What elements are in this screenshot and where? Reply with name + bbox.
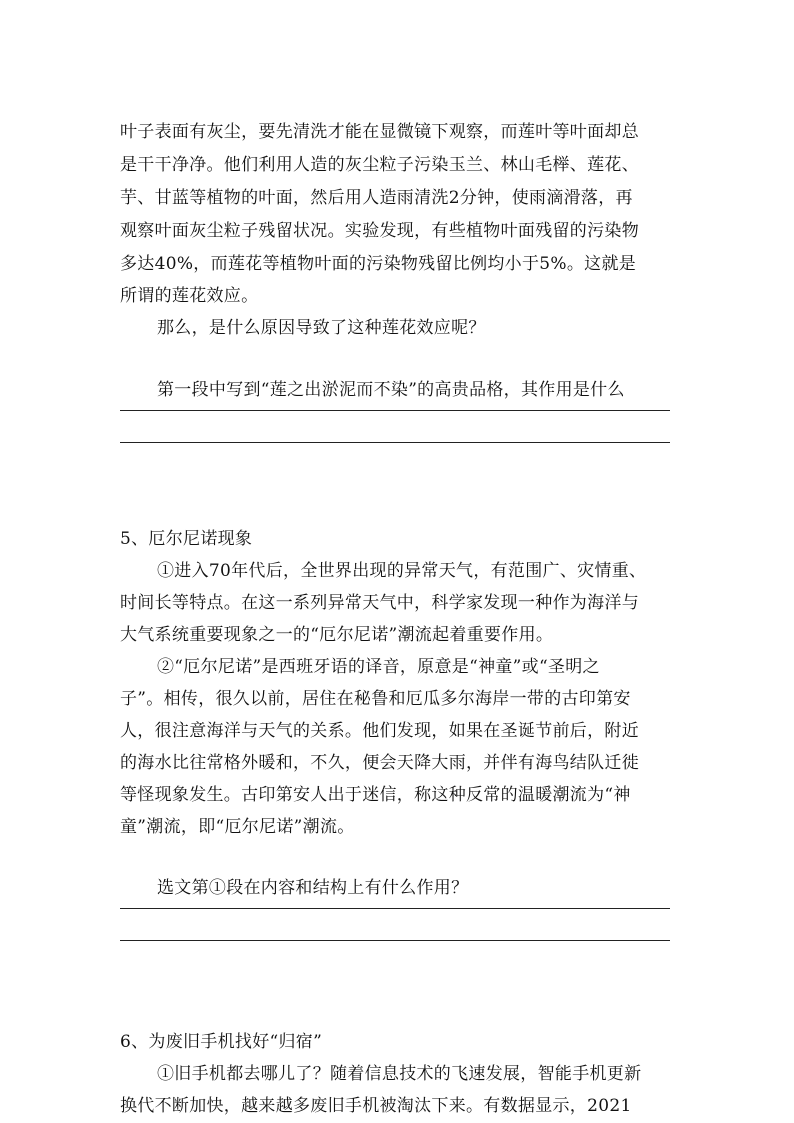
- paragraph-line: ①旧手机都去哪儿了？随着信息技术的飞速发展，智能手机更新: [157, 1064, 642, 1084]
- paragraph-line: 所谓的莲花效应。: [120, 286, 259, 306]
- paragraph-line: 换代不断加快，越来越多废旧手机被淘汰下来。有数据显示，2021: [120, 1096, 632, 1116]
- question-text: 第一段中写到“莲之出淤泥而不染”的高贵品格，其作用是什么: [157, 380, 625, 400]
- paragraph-line: ②“厄尔尼诺”是西班牙语的译音，原意是“神童”或“圣明之: [157, 657, 600, 677]
- paragraph-line: ①进入70年代后，全世界出现的异常天气，有范围广、灾情重、: [157, 561, 647, 581]
- paragraph-line: 大气系统重要现象之一的“厄尔尼诺”潮流起着重要作用。: [120, 625, 554, 645]
- paragraph-line: 那么，是什么原因导致了这种莲花效应呢？: [157, 318, 486, 338]
- paragraph-line: 是干干净净。他们利用人造的灰尘粒子污染玉兰、林山毛榉、莲花、: [120, 155, 639, 175]
- question-text: 选文第①段在内容和结构上有什么作用？: [157, 878, 469, 898]
- paragraph-line: 等怪现象发生。古印第安人出于迷信，称这种反常的温暖潮流为“神: [120, 785, 631, 805]
- paragraph-line: 童”潮流，即“厄尔尼诺”潮流。: [120, 817, 355, 837]
- paragraph-line: 人，很注意海洋与天气的关系。他们发现，如果在圣诞节前后，附近: [120, 721, 639, 741]
- paragraph-line: 芋、甘蓝等植物的叶面，然后用人造雨清洗2分钟，使雨滴滑落，再: [120, 188, 633, 208]
- answer-line[interactable]: [120, 442, 670, 443]
- section-title: 5、厄尔尼诺现象: [120, 529, 253, 549]
- paragraph-line: 子”。相传，很久以前，居住在秘鲁和厄瓜多尔海岸一带的古印第安: [120, 689, 631, 709]
- paragraph-line: 观察叶面灰尘粒子残留状况。实验发现，有些植物叶面残留的污染物: [120, 221, 639, 241]
- paragraph-line: 的海水比往常格外暖和，不久，便会天降大雨，并伴有海鸟结队迁徙: [120, 753, 639, 773]
- paragraph-line: 时间长等特点。在这一系列异常天气中，科学家发现一种作为海洋与: [120, 593, 639, 613]
- paragraph-line: 多达40%，而莲花等植物叶面的污染物残留比例均小于5%。这就是: [120, 254, 637, 274]
- paragraph-line: 叶子表面有灰尘，要先清洗才能在显微镜下观察，而莲叶等叶面却总: [120, 122, 639, 142]
- answer-line[interactable]: [120, 410, 670, 411]
- answer-line[interactable]: [120, 908, 670, 909]
- answer-line[interactable]: [120, 940, 670, 941]
- section-title: 6、为废旧手机找好“归宿”: [120, 1032, 323, 1052]
